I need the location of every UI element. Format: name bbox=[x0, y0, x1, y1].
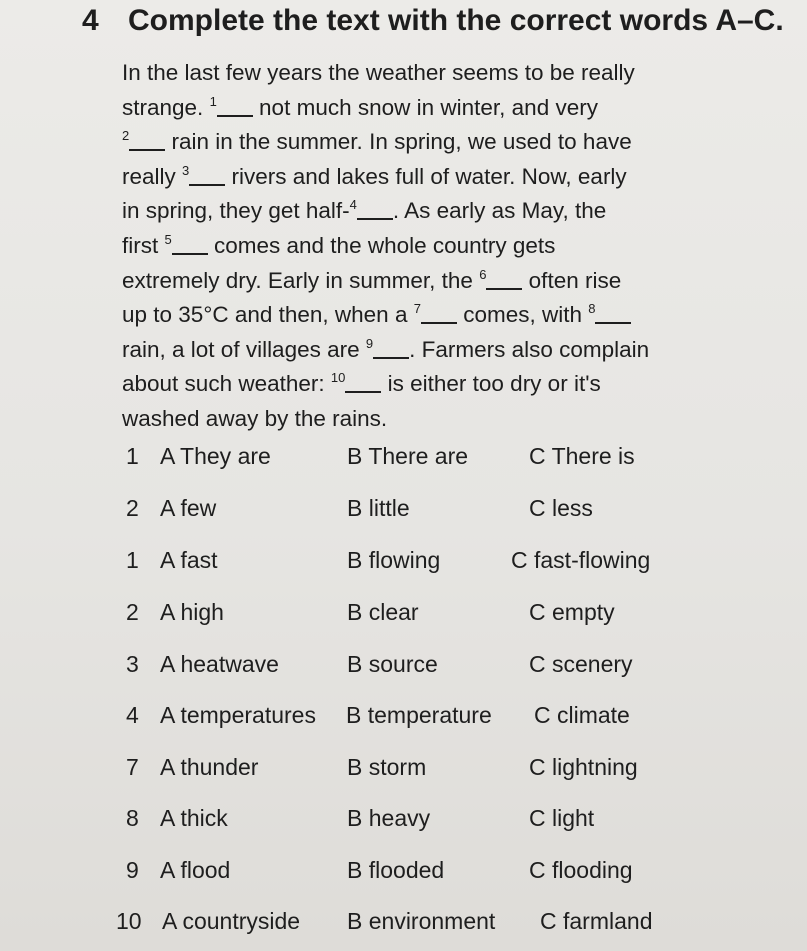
option-row bbox=[0, 695, 807, 735]
passage-line-5 bbox=[122, 194, 762, 229]
passage-text: often rise bbox=[522, 267, 622, 293]
option-a: A heatwave bbox=[160, 651, 279, 677]
option-a: A thick bbox=[160, 805, 228, 831]
passage-text: washed away by the rains. bbox=[122, 405, 388, 431]
passage-line-9 bbox=[122, 333, 762, 368]
gap-blank-5 bbox=[172, 233, 208, 255]
gap-blank-9 bbox=[373, 337, 409, 359]
option-b: B flowing bbox=[347, 547, 441, 573]
passage-text: really bbox=[122, 163, 183, 189]
gap-blank-6 bbox=[486, 268, 522, 290]
option-row bbox=[0, 436, 807, 476]
option-b: B temperature bbox=[346, 702, 492, 728]
option-a: A thunder bbox=[160, 754, 259, 780]
passage-text: in spring, they get half- bbox=[122, 198, 350, 224]
option-b: B little bbox=[347, 495, 410, 521]
passage-text: extremely dry. Early in summer, the bbox=[122, 267, 480, 293]
passage-text: rain, a lot of villages are bbox=[122, 336, 366, 362]
passage-text: In the last few years the weather seems to be really bbox=[122, 60, 635, 85]
option-a: A They are bbox=[160, 443, 271, 469]
gap-number-1: 1 bbox=[209, 93, 217, 109]
option-number: 1 bbox=[126, 443, 139, 469]
option-row bbox=[0, 850, 807, 890]
passage-line-4 bbox=[122, 160, 762, 195]
passage-text: is either too dry or it's bbox=[381, 371, 601, 397]
gap-number-6: 6 bbox=[479, 266, 487, 282]
option-a: A fast bbox=[160, 547, 218, 573]
option-number: 7 bbox=[126, 754, 139, 780]
option-number: 1 bbox=[126, 547, 139, 573]
passage-text: comes, with bbox=[456, 302, 589, 328]
gap-number-9: 9 bbox=[365, 335, 374, 351]
passage-line-10 bbox=[122, 367, 762, 402]
option-row bbox=[0, 747, 807, 787]
option-b: B environment bbox=[347, 908, 496, 934]
exercise-heading bbox=[82, 4, 784, 38]
option-a: A flood bbox=[160, 857, 231, 883]
option-b: B source bbox=[347, 651, 438, 677]
passage-line-8 bbox=[122, 298, 762, 333]
option-c: C scenery bbox=[529, 651, 633, 677]
option-c: C light bbox=[529, 805, 595, 831]
passage-text: rain in the summer. In spring, we used to have bbox=[165, 129, 632, 155]
gap-number-2: 2 bbox=[122, 128, 130, 144]
gap-number-4: 4 bbox=[349, 197, 357, 213]
passage-line-6 bbox=[122, 229, 762, 264]
option-number: 4 bbox=[126, 702, 139, 728]
gap-number-10: 10 bbox=[330, 370, 346, 386]
option-c: C lightning bbox=[529, 754, 638, 780]
passage-line-2 bbox=[122, 91, 762, 126]
option-b: B flooded bbox=[347, 857, 445, 883]
option-b: B There are bbox=[347, 443, 469, 469]
passage-text: . Farmers also complain bbox=[409, 336, 650, 362]
gap-blank-7 bbox=[421, 302, 457, 324]
option-b: B clear bbox=[347, 599, 419, 625]
option-c: C flooding bbox=[529, 857, 633, 883]
gap-blank-2 bbox=[129, 129, 165, 151]
option-b: B heavy bbox=[347, 805, 431, 831]
option-number: 3 bbox=[126, 651, 139, 677]
option-row bbox=[0, 540, 807, 580]
exercise-instruction: Complete the text with the correct words A–C. bbox=[128, 4, 784, 37]
option-number: 2 bbox=[126, 599, 139, 625]
option-row bbox=[0, 592, 807, 632]
gap-number-5: 5 bbox=[164, 231, 172, 247]
gap-blank-4 bbox=[357, 198, 393, 220]
passage-text: up to 35°C and then, when a bbox=[122, 302, 414, 328]
gap-blank-10 bbox=[345, 371, 381, 393]
passage-line-3 bbox=[122, 125, 762, 160]
option-row bbox=[0, 901, 807, 941]
passage-line-1 bbox=[122, 56, 762, 91]
exercise-number: 4 bbox=[82, 4, 99, 37]
option-c: C less bbox=[529, 495, 593, 521]
option-c: C empty bbox=[529, 599, 615, 625]
gap-blank-8 bbox=[595, 302, 631, 324]
option-c: C There is bbox=[529, 443, 635, 469]
option-c: C farmland bbox=[540, 908, 653, 934]
passage-text: . As early as May, the bbox=[392, 198, 607, 224]
gap-number-7: 7 bbox=[413, 301, 421, 317]
passage-text: strange. bbox=[122, 94, 210, 120]
passage-line-7 bbox=[122, 264, 762, 299]
option-c: C climate bbox=[534, 702, 630, 728]
gap-fill-passage bbox=[122, 56, 762, 437]
option-number: 2 bbox=[126, 495, 139, 521]
passage-text: first bbox=[122, 232, 165, 258]
passage-text: rivers and lakes full of water. Now, early bbox=[225, 163, 627, 189]
passage-line-11 bbox=[122, 402, 762, 437]
gap-number-3: 3 bbox=[182, 162, 190, 178]
option-a: A countryside bbox=[162, 908, 301, 934]
option-number: 8 bbox=[126, 805, 139, 831]
passage-text: not much snow in winter, and very bbox=[252, 94, 598, 120]
option-a: A few bbox=[160, 495, 217, 521]
option-row bbox=[0, 798, 807, 838]
gap-blank-1 bbox=[217, 95, 253, 117]
option-row bbox=[0, 644, 807, 684]
gap-blank-3 bbox=[189, 164, 225, 186]
option-a: A temperatures bbox=[160, 702, 316, 728]
option-number: 10 bbox=[116, 908, 142, 934]
option-row bbox=[0, 488, 807, 528]
option-a: A high bbox=[160, 599, 224, 625]
option-c: C fast-flowing bbox=[511, 547, 651, 573]
option-number: 9 bbox=[126, 857, 139, 883]
option-b: B storm bbox=[347, 754, 427, 780]
passage-text: about such weather: bbox=[122, 371, 331, 397]
gap-number-8: 8 bbox=[588, 301, 596, 317]
passage-text: comes and the whole country gets bbox=[207, 232, 556, 258]
